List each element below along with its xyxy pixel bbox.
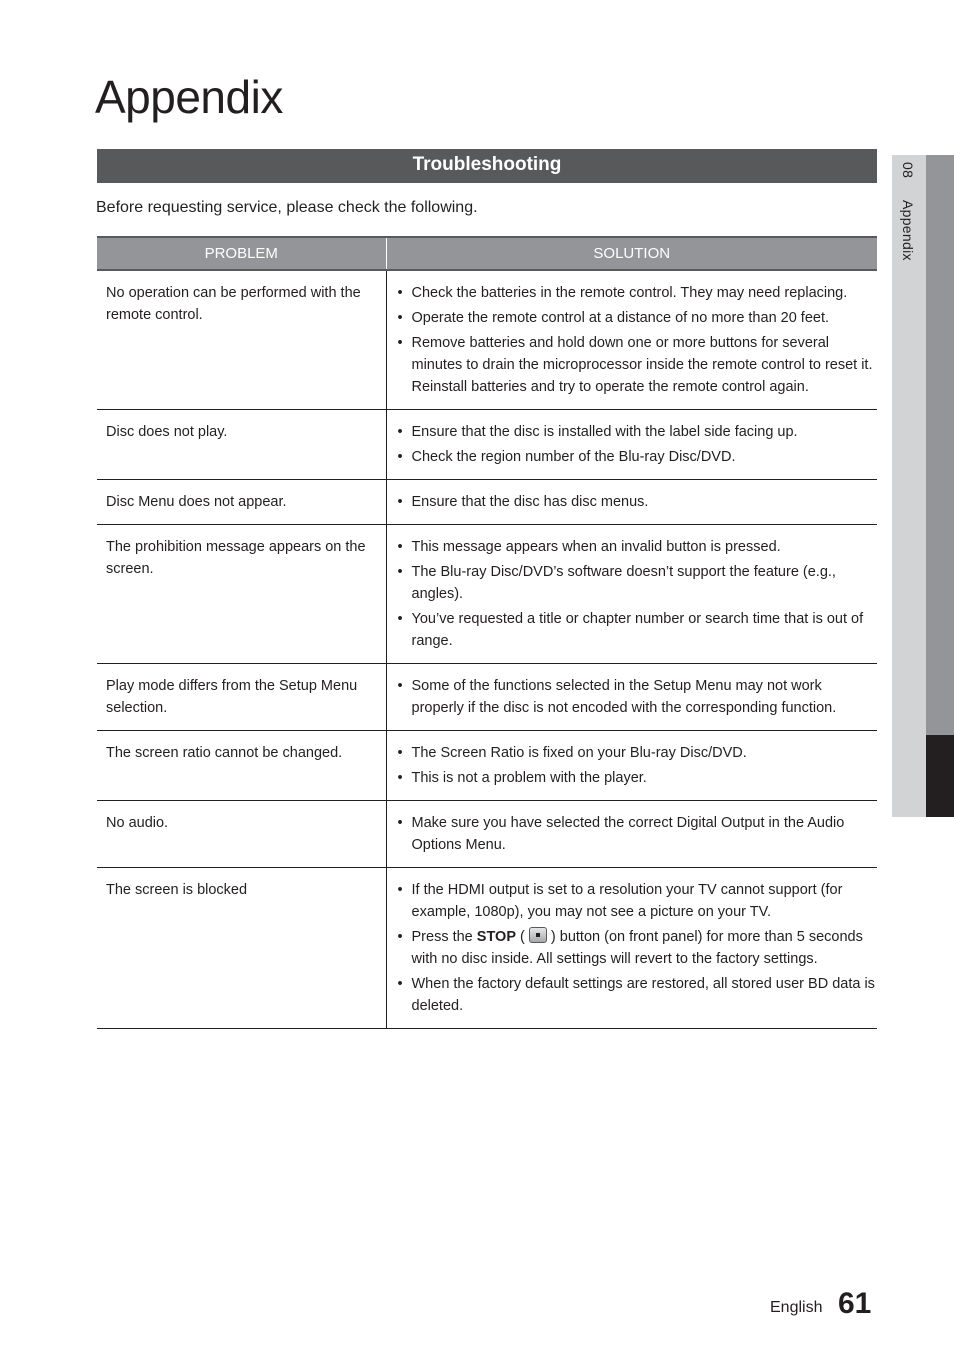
footer-language: English bbox=[770, 1299, 823, 1316]
solution-cell bbox=[386, 270, 877, 410]
chapter-side-strip bbox=[926, 155, 954, 735]
table-row bbox=[97, 525, 877, 664]
solution-list bbox=[396, 675, 876, 719]
solution-cell bbox=[386, 525, 877, 664]
table-row bbox=[97, 801, 877, 868]
solution-list bbox=[396, 742, 876, 789]
problem-cell: Play mode differs from the Setup Menu selection. bbox=[97, 664, 386, 731]
troubleshooting-table bbox=[97, 236, 877, 1029]
solution-cell bbox=[386, 731, 877, 801]
intro-text: Before requesting service, please check the following. bbox=[96, 199, 478, 216]
table-row bbox=[97, 731, 877, 801]
table-row bbox=[97, 664, 877, 731]
chapter-side-marker bbox=[926, 735, 954, 817]
table-header-row bbox=[97, 237, 877, 270]
solution-list bbox=[396, 421, 876, 468]
chapter-side-label bbox=[900, 162, 916, 261]
solution-list bbox=[396, 282, 876, 398]
chapter-number: 08 bbox=[900, 162, 916, 179]
solution-item: • When the factory default settings are restored, all stored user BD data is deleted. bbox=[396, 973, 876, 1017]
solution-list bbox=[396, 491, 876, 513]
stop-suffix: ) button (on front panel) for more than 5 seconds with no disc inside. All settings will revert to the factory settings. bbox=[411, 929, 863, 967]
stop-key-word: STOP bbox=[476, 929, 516, 945]
stop-open-paren: ( bbox=[516, 929, 529, 945]
problem-cell: No audio. bbox=[97, 801, 386, 868]
solution-cell bbox=[386, 868, 877, 1029]
solution-item-stop bbox=[396, 926, 876, 970]
solution-item: • Ensure that the disc has disc menus. bbox=[396, 491, 876, 513]
header-problem: PROBLEM bbox=[97, 237, 386, 270]
section-heading: Troubleshooting bbox=[97, 149, 877, 183]
solution-item: • Ensure that the disc is installed with the label side facing up. bbox=[396, 421, 876, 443]
table-row bbox=[97, 410, 877, 480]
solution-item: • Operate the remote control at a distance of no more than 20 feet. bbox=[396, 307, 876, 329]
solution-item: • Check the region number of the Blu-ray Disc/DVD. bbox=[396, 446, 876, 468]
page-title: Appendix bbox=[95, 71, 283, 123]
problem-cell: The screen is blocked bbox=[97, 868, 386, 1029]
stop-square-icon bbox=[529, 927, 547, 943]
solution-cell bbox=[386, 801, 877, 868]
table-row bbox=[97, 270, 877, 410]
solution-item: • Some of the functions selected in the Setup Menu may not work properly if the disc is not encoded with the corresponding function. bbox=[396, 675, 876, 719]
chapter-name: Appendix bbox=[900, 200, 916, 262]
solution-item: • If the HDMI output is set to a resolution your TV cannot support (for example, 1080p), you may not see a picture on your TV. bbox=[396, 879, 876, 923]
page-number: 61 bbox=[838, 1287, 872, 1320]
solution-list bbox=[396, 536, 876, 652]
header-solution: SOLUTION bbox=[386, 237, 877, 270]
solution-list bbox=[396, 879, 876, 1017]
solution-item: • You’ve requested a title or chapter number or search time that is out of range. bbox=[396, 608, 876, 652]
solution-cell bbox=[386, 410, 877, 480]
problem-cell: Disc does not play. bbox=[97, 410, 386, 480]
solution-list bbox=[396, 812, 876, 856]
solution-item: • The Blu-ray Disc/DVD’s software doesn’t support the feature (e.g., angles). bbox=[396, 561, 876, 605]
solution-cell bbox=[386, 664, 877, 731]
table-row bbox=[97, 868, 877, 1029]
solution-cell bbox=[386, 480, 877, 525]
solution-item: • This is not a problem with the player. bbox=[396, 767, 876, 789]
solution-item: • Check the batteries in the remote control. They may need replacing. bbox=[396, 282, 876, 304]
problem-cell: No operation can be performed with the remote control. bbox=[97, 270, 386, 410]
solution-item: • This message appears when an invalid button is pressed. bbox=[396, 536, 876, 558]
stop-prefix: Press the bbox=[411, 929, 477, 945]
solution-item: • Remove batteries and hold down one or more buttons for several minutes to drain the microprocessor inside the remote control to reset it. Reinstall batteries and try to operate the remote control again. bbox=[396, 332, 876, 398]
problem-cell: Disc Menu does not appear. bbox=[97, 480, 386, 525]
solution-item: • Make sure you have selected the correct Digital Output in the Audio Options Menu. bbox=[396, 812, 876, 856]
solution-item: • The Screen Ratio is fixed on your Blu-ray Disc/DVD. bbox=[396, 742, 876, 764]
problem-cell: The screen ratio cannot be changed. bbox=[97, 731, 386, 801]
problem-cell: The prohibition message appears on the screen. bbox=[97, 525, 386, 664]
table-row bbox=[97, 480, 877, 525]
